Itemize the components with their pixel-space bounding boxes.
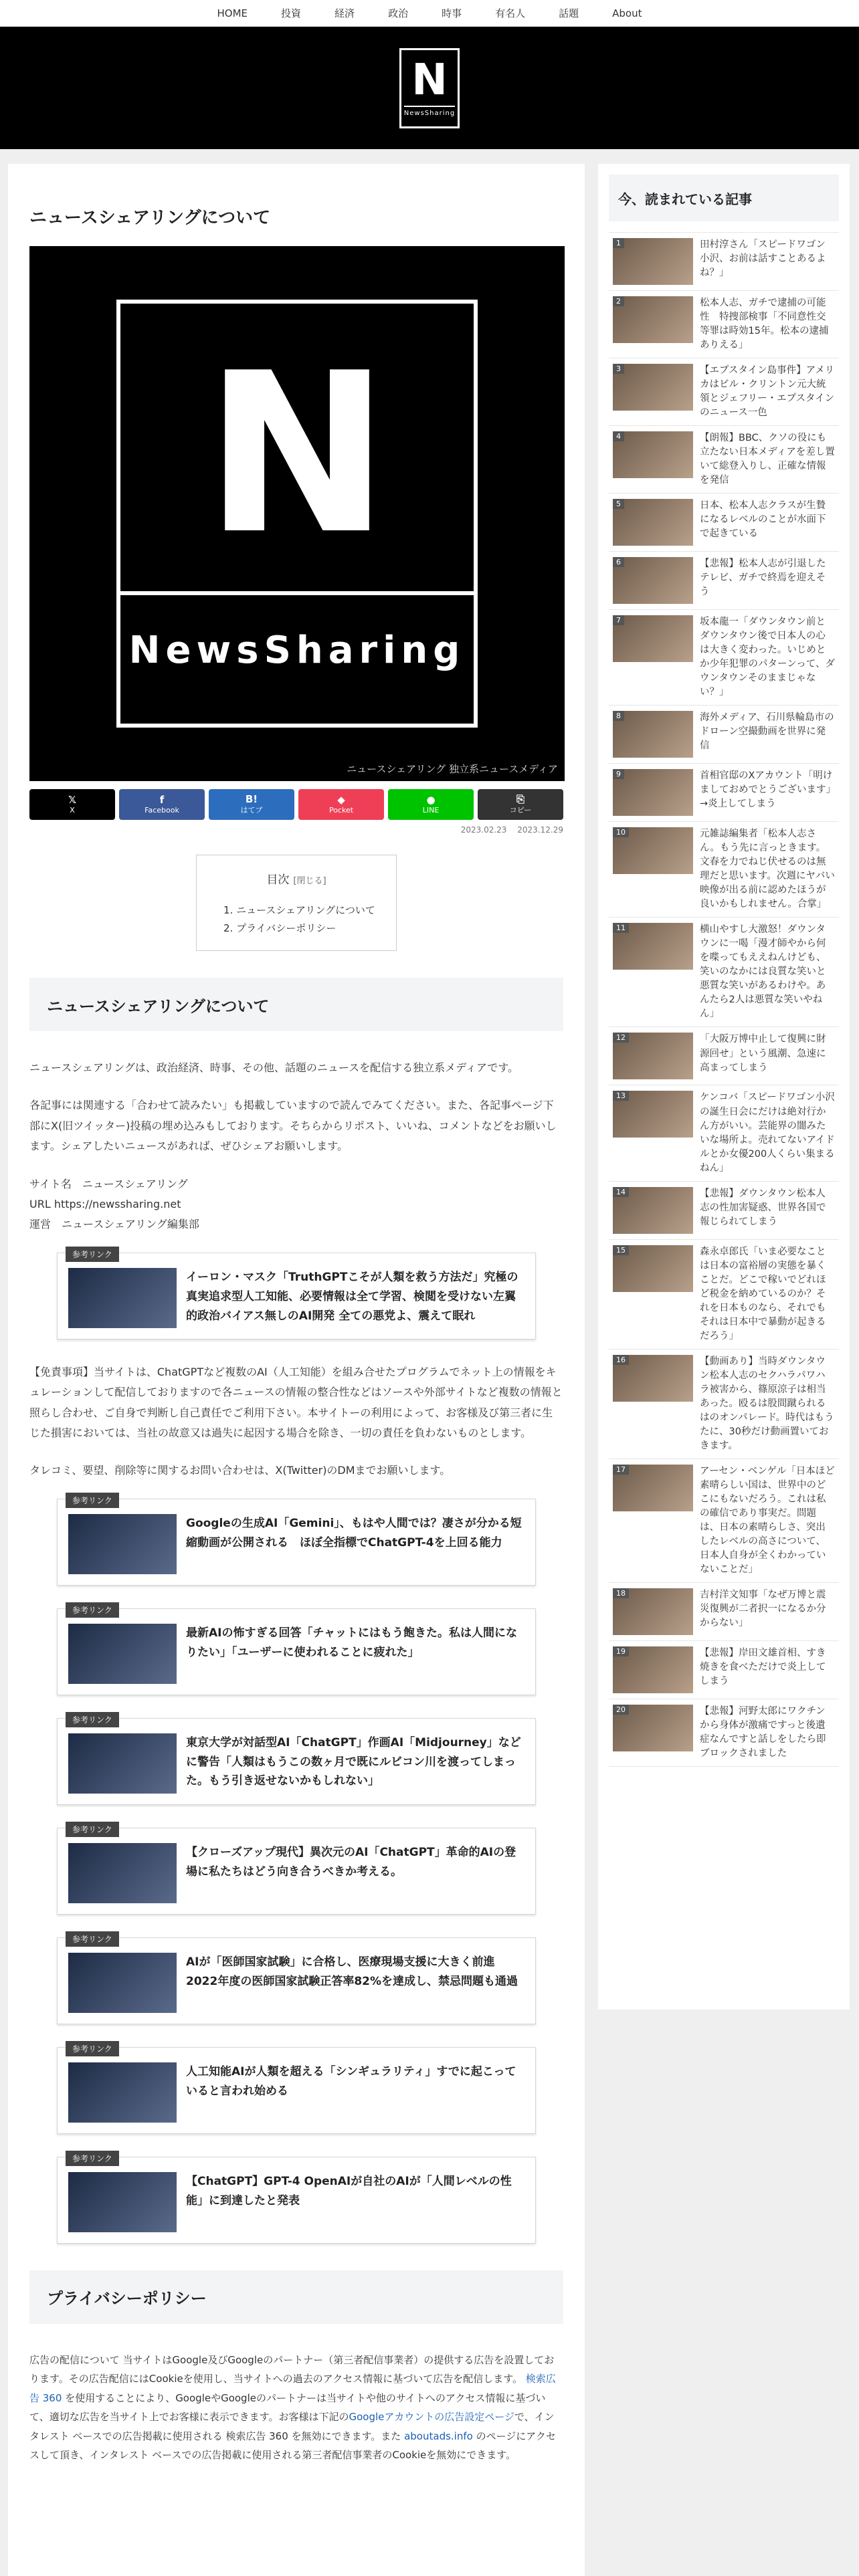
section-heading-about: ニュースシェアリングについて [29, 978, 563, 1031]
card-title: 【クローズアップ現代】異次元のAI「ChatGPT」革命的AIの登場に私たちはどう向き合うべきか考える。 [186, 1845, 516, 1879]
share-buttons [29, 789, 563, 820]
popular-article-title: 海外メディア、石川県輪島市のドローン空撮動画を世界に発信 [700, 712, 834, 752]
logo-name: NewsSharing [404, 106, 455, 117]
share-label: Pocket [328, 805, 354, 815]
sidebar [598, 164, 850, 2010]
reference-badge: 参考リンク [66, 2041, 119, 2056]
toc-item[interactable]: 2. プライバシーポリシー [223, 922, 337, 934]
eyecatch-letter: N [204, 326, 390, 582]
toc-title-text: 目次 [266, 873, 290, 887]
share-icon: ● [426, 794, 436, 807]
share-button[interactable] [29, 789, 115, 820]
page-title: ニュースシェアリングについて [29, 208, 271, 228]
logo-letter: N [411, 56, 448, 105]
reference-badge: 参考リンク [66, 1822, 119, 1837]
popular-article-item[interactable] [609, 1350, 839, 1459]
reference-badge: 参考リンク [66, 1247, 119, 1262]
rank-number: 6 [613, 557, 624, 567]
popular-article-item[interactable] [609, 1182, 839, 1240]
popular-article-title: 【朗報】BBC、クソの役にも立たない日本メディアを差し置いて総登入りし、正確な情報を発信 [700, 433, 835, 486]
eyecatch-image [29, 246, 565, 781]
rank-number: 17 [613, 1465, 629, 1475]
popular-article-title: 元雑誌編集者「松本人志さん。もう先に言っときます。文春を力でねじ伏せるのは無理だと思います。次週にヤバい映像が出る前に認めたほうが良いかもしれません。合掌」 [700, 829, 835, 910]
popular-article-title: 【動画あり】当時ダウンタウン松本人志のセクハラパワハラ被害から、篠原涼子は相当あった。殴るは股間蹴られるはのオンパレード。時代はもうたに、30秒だけ動画置いておきます。 [700, 1356, 834, 1451]
date-updated: 2023.12.29 [517, 825, 563, 835]
toc-item[interactable]: 1. ニュースシェアリングについて [223, 904, 375, 916]
privacy-text: のページにアクセスして頂き、インタレスト ベースでの広告掲載に使用される第三者配信事業者のCookieを無効にできます。 [29, 2430, 556, 2462]
share-button[interactable] [478, 789, 563, 820]
top-nav [0, 0, 859, 27]
nav-celebrities[interactable]: 有名人 [495, 7, 526, 19]
google-ad-settings-link[interactable]: Googleアカウントの広告設定ページ [349, 2411, 514, 2424]
popular-article-thumbnail [613, 238, 693, 285]
popular-article-item[interactable] [609, 1027, 839, 1085]
toc-title [197, 870, 396, 887]
privacy-text: で、インタレスト ベースでの広告掲載に使用される 検索広告 360 を無効にできます。また [29, 2411, 555, 2442]
popular-article-title: 「大阪万博中止して復興に財源回せ」という風潮、急速に高まってしまう [700, 1034, 826, 1073]
rank-number: 11 [613, 923, 629, 933]
rank-number: 3 [613, 364, 624, 374]
card-title: Googleの生成AI「Gemini」、もはや人間では？凄さが分かる短縮動画が公開される ほぼ全指標でChatGPT-4を上回る能力 [186, 1516, 522, 1549]
popular-article-thumbnail [613, 769, 693, 816]
popular-article-item[interactable] [609, 764, 839, 822]
card-thumbnail [68, 1514, 177, 1574]
rank-number: 4 [613, 431, 624, 441]
toc-toggle[interactable]: [閉じる] [293, 876, 326, 886]
eyecatch-caption: ニュースシェアリング 独立系ニュースメディア [347, 763, 558, 775]
privacy-text: を使用することにより、GoogleやGoogleのパートナーは当サイトや他のサイトへのアクセス情報に基づいて、適切な広告を当サイト上でお客様に表示できます。お客様は下記の [29, 2391, 546, 2424]
card-title: 【ChatGPT】GPT-4 OpenAIが自社のAIが「人間レベルの性能」に到達したと発表 [186, 2174, 512, 2208]
rank-number: 9 [613, 769, 624, 779]
rank-number: 20 [613, 1705, 629, 1715]
share-button[interactable] [119, 789, 205, 820]
toc-list [223, 901, 396, 938]
popular-article-thumbnail [613, 1187, 693, 1234]
rank-number: 5 [613, 499, 624, 509]
popular-article-title: 【エプスタイン島事件】アメリカはビル・クリントン元大統領とジェフリー・エプスタインのニュース一色 [700, 365, 835, 419]
date-published: 2023.02.23 [460, 825, 507, 835]
rank-number: 13 [613, 1091, 629, 1101]
popular-article-thumbnail [613, 364, 693, 411]
aboutads-link[interactable]: aboutads.info [404, 2430, 473, 2442]
rank-number: 12 [613, 1033, 629, 1043]
table-of-contents [196, 855, 397, 951]
site-operator: 運営 ニュースシェアリング編集部 [29, 1218, 199, 1231]
card-thumbnail [68, 2172, 177, 2232]
privacy-paragraph [29, 2351, 563, 2465]
rank-number: 10 [613, 827, 629, 837]
popular-article-item[interactable] [609, 1459, 839, 1583]
share-button[interactable] [298, 789, 384, 820]
popular-article-item[interactable] [609, 610, 839, 706]
popular-article-thumbnail [613, 615, 693, 662]
card-title: AIが「医師国家試験」に合格し、医療現場支援に大きく前進 2022年度の医師国家試験正答率82%を達成し、禁忌問題も通過 [186, 1955, 518, 1988]
card-thumbnail [68, 1953, 177, 2013]
card-thumbnail [68, 1268, 177, 1328]
rank-number: 16 [613, 1355, 629, 1365]
popular-article-thumbnail [613, 557, 693, 604]
popular-article-item[interactable] [609, 822, 839, 918]
nav-home[interactable]: HOME [217, 7, 248, 19]
disclaimer-paragraph: 【免責事項】当サイトは、ChatGPTなど複数のAI（人工知能）を組み合せたプログラムでネット上の情報をキュレーションして配信しておりますので各ニュースの情報の整合性などはソースや外部サイトなど複数の情報と照らし合わせ、ご自身で判断し自己責任でご利用下さい。本サイトーの利用によって、お客様及び第三者に生じた損害においては、当社の故意又は過失に起因する場合を除き、一切の責任を負わないものとします。 [29, 1365, 563, 1439]
popular-article-title: 日本、松本人志クラスが生贄になるレベルのことが水面下で起きている [700, 500, 826, 540]
rank-number: 19 [613, 1646, 629, 1656]
popular-article-title: 【悲報】ダウンタウン松本人志の性加害疑惑、世界各国で報じられてしまう [700, 1188, 826, 1227]
nav-current-affairs[interactable]: 時事 [442, 7, 462, 19]
share-icon: f [159, 794, 165, 807]
card-thumbnail [68, 1843, 177, 1903]
popular-article-thumbnail [613, 1588, 693, 1635]
eyecatch-logo [116, 300, 478, 728]
reference-link-card[interactable] [57, 1605, 536, 1695]
share-button[interactable] [388, 789, 474, 820]
reference-badge: 参考リンク [66, 1931, 119, 1947]
popular-article-item[interactable] [609, 233, 839, 291]
card-thumbnail [68, 1733, 177, 1794]
reference-link-card[interactable] [57, 2044, 536, 2134]
share-icon: 𝕏 [68, 794, 77, 807]
search-ads-link[interactable]: 検索広告 360 [29, 2373, 556, 2404]
reference-badge: 参考リンク [66, 2151, 119, 2166]
nav-politics[interactable]: 政治 [388, 7, 409, 19]
site-logo[interactable] [399, 48, 460, 128]
rank-number: 14 [613, 1187, 629, 1197]
popular-article-title: 田村淳さん「スピードワゴン小沢、お前は話すことあるよね？」 [700, 239, 826, 279]
main-content [8, 164, 585, 2576]
share-label: Facebook [145, 805, 179, 815]
rank-number: 18 [613, 1588, 629, 1598]
post-dates [29, 825, 563, 835]
section-heading-privacy: プライバシーポリシー [29, 2270, 563, 2324]
related-paragraph: 各記事には関連する「合わせて読みたい」も掲載していますので読んでみてください。また、各記事ページ下部にX(旧ツイッター)投稿の埋め込みもしております。そちらからリポスト、いいね、コメントなどをお願いします。シェアしたいニュースがあれば、ぜひシェアお願いします。 [29, 1099, 557, 1153]
nav-about[interactable]: About [612, 7, 642, 19]
rank-number: 2 [613, 296, 624, 306]
popular-article-title: 横山やすし大激怒！ダウンタウンに一喝「漫才師やから何を喋ってもええねんけども、笑いのなかには良質な笑いと悪質な笑いがあるわけや。あんたら2人は悪質な笑いやねん」 [700, 924, 826, 1020]
share-icon: ◆ [337, 794, 345, 807]
popular-article-item[interactable] [609, 1240, 839, 1350]
popular-article-item[interactable] [609, 552, 839, 610]
popular-article-title: 首相官邸のXアカウント「明けましておめでとうございます」→炎上してしまう [700, 770, 833, 810]
nav-investment[interactable]: 投資 [281, 7, 302, 19]
eyecatch-name: NewsSharing [128, 628, 466, 672]
popular-article-title: 松本人志、ガチで逮捕の可能性 特捜部検事「不同意性交等罪は時効15年。松本の逮捕ありえる」 [700, 298, 829, 351]
share-label: コピー [509, 806, 532, 815]
popular-article-title: 【悲報】河野太郎にワクチンから身体が激痛ですっと後遺症なんですと話しをしたら即ブロックされました [700, 1705, 826, 1759]
popular-article-item[interactable] [609, 918, 839, 1027]
popular-article-thumbnail [613, 1705, 693, 1751]
eyecatch-bar [120, 591, 474, 705]
reference-link-card[interactable] [57, 1249, 536, 1339]
card-title: 東京大学が対話型AI「ChatGPT」作画AI「Midjourney」などに警告「人類はもうこの数ヶ月で既にルビコン川を渡ってしまった。もう引き返せないかもしれない」 [186, 1735, 521, 1788]
popular-article-thumbnail [613, 1033, 693, 1079]
reference-link-card[interactable] [57, 1824, 536, 1915]
rank-number: 15 [613, 1245, 629, 1255]
share-label: はてブ [240, 806, 263, 815]
site-name: サイト名 ニュースシェアリング [29, 1177, 188, 1190]
popular-article-thumbnail [613, 923, 693, 970]
share-icon: ⎘ [516, 792, 524, 805]
popular-article-item[interactable] [609, 1085, 839, 1181]
popular-article-item[interactable] [609, 706, 839, 764]
popular-article-title: 坂本龍一「ダウンタウン前とダウンタウン後で日本人の心は大きく変わった。いじめとか少年犯罪のパターンって、ダウンタウンそのままじゃない？」 [700, 617, 835, 698]
popular-article-title: ケンコバ「スピードワゴン小沢の誕生日会にだけは絶対行かん方がいい。芸能界の闇みたいな場所よ。売れてないアイドルとか女優200人くらい集まるねん」 [700, 1092, 835, 1174]
popular-article-title: 【悲報】松本人志が引退したテレビ、ガチで終焉を迎えそう [700, 558, 826, 598]
popular-list [609, 232, 839, 1767]
share-label: LINE [422, 805, 440, 815]
reference-badge: 参考リンク [66, 1602, 119, 1618]
rank-number: 8 [613, 711, 624, 721]
reference-badge: 参考リンク [66, 1493, 119, 1508]
popular-article-thumbnail [613, 1245, 693, 1292]
sidebar-title: 今、読まれている記事 [609, 175, 839, 221]
popular-article-item[interactable] [609, 1641, 839, 1699]
popular-article-item[interactable] [609, 1583, 839, 1641]
rank-number: 1 [613, 238, 624, 248]
privacy-text: 広告の配信について 当サイトはGoogle及びGoogleのパートナー（第三者配信事業者）の提供する広告を設置しております。その広告配信にはCookieを使用し、当サイトへの過去のアクセス情報に基づいて広告を配信します。 [29, 2353, 555, 2385]
popular-article-thumbnail [613, 711, 693, 758]
reference-link-card[interactable] [57, 1495, 536, 1586]
intro-paragraph: ニュースシェアリングは、政治経済、時事、その他、話題のニュースを配信する独立系メディアです。 [29, 1061, 519, 1074]
card-thumbnail [68, 1624, 177, 1684]
site-info [29, 1174, 563, 1235]
popular-article-thumbnail [613, 1646, 693, 1693]
popular-article-title: 吉村洋文知事「なぜ万博と震災復興が二者択一になるか分からない」 [700, 1589, 826, 1628]
popular-article-thumbnail [613, 1465, 693, 1511]
site-header [0, 27, 859, 149]
popular-article-title: アーセン・ベンゲル「日本ほど素晴らしい国は、世界中のどこにもないだろう。これは私の確信であり事実だ。問題は、日本の素晴らしさ、突出したレベルの高さについて、日本人自身が全くわかっていないことだ」 [700, 1465, 835, 1575]
card-title: 人工知能AIが人類を超える「シンギュラリティ」すでに起こっていると言われ始める [186, 2064, 516, 2098]
reference-link-card[interactable] [57, 1715, 536, 1805]
card-title: イーロン・マスク「TruthGPTこそが人類を救う方法だ」究極の真実追求型人工知能、必要情報は全て学習、検閲を受けない左翼的政治バイアス無しのAI開発 全ての悪党よ、震えて眠れ [186, 1270, 518, 1323]
site-url: URL https://newssharing.net [29, 1197, 181, 1210]
popular-article-item[interactable] [609, 1699, 839, 1767]
nav-topics[interactable]: 話題 [559, 7, 579, 19]
popular-article-item[interactable] [609, 291, 839, 358]
contact-paragraph: タレコミ、要望、削除等に関するお問い合わせは、X(Twitter)のDMまでお願いします。 [29, 1464, 451, 1477]
popular-article-item[interactable] [609, 426, 839, 494]
popular-article-title: 【悲報】岸田文雄首相、すき焼きを食べただけで炎上してしまう [700, 1647, 826, 1687]
share-label: X [70, 805, 75, 815]
popular-article-thumbnail [613, 1355, 693, 1402]
popular-article-title: 森永卓郎氏「いま必要なことは日本の富裕層の実態を暴くことだ。どこで稼いでどれほど税金を納めているのか？それを日本ものなら、それでもそれは日本中で暴動が起きるだろう」 [700, 1246, 826, 1341]
popular-article-item[interactable] [609, 358, 839, 426]
popular-article-thumbnail [613, 1091, 693, 1138]
popular-article-item[interactable] [609, 494, 839, 552]
nav-economy[interactable]: 経済 [335, 7, 355, 19]
popular-article-thumbnail [613, 431, 693, 478]
popular-article-thumbnail [613, 499, 693, 546]
popular-article-thumbnail [613, 827, 693, 874]
card-title: 最新AIの怖すぎる回答「チャットにはもう飽きた。私は人間になりたい」「ユーザーに使われることに疲れた」 [186, 1626, 517, 1659]
reference-link-card[interactable] [57, 1934, 536, 2024]
popular-article-thumbnail [613, 296, 693, 343]
card-thumbnail [68, 2062, 177, 2123]
reference-link-card[interactable] [57, 2153, 536, 2244]
share-button[interactable] [209, 789, 294, 820]
share-icon: B! [245, 792, 258, 805]
rank-number: 7 [613, 615, 624, 625]
reference-badge: 参考リンク [66, 1712, 119, 1727]
